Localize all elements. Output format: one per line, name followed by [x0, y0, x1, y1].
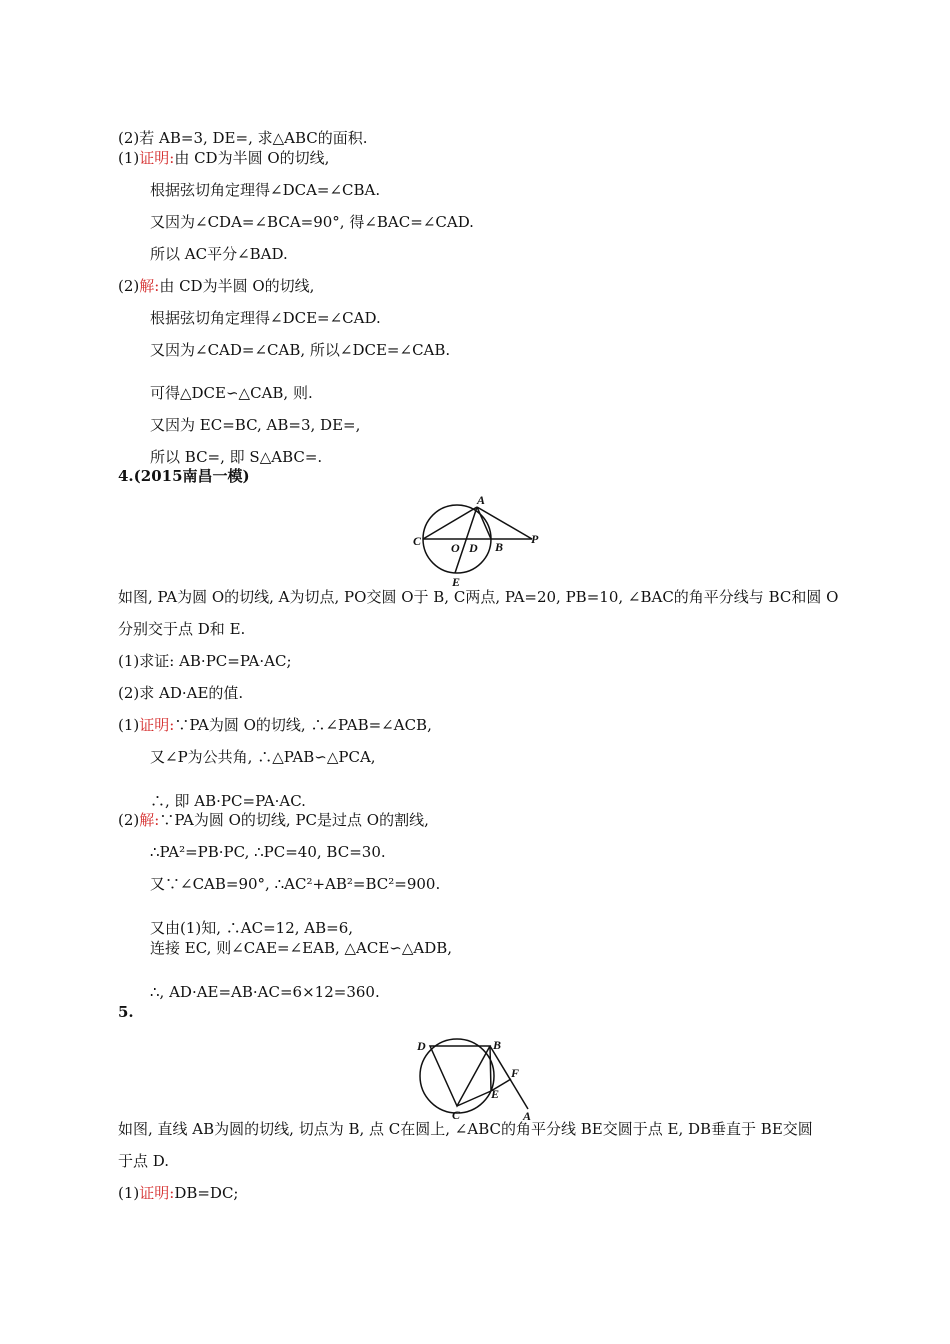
- proof-line: [118, 715, 432, 735]
- problem-5-heading: 5.: [118, 1003, 134, 1021]
- proof-label: 证明:: [139, 149, 175, 167]
- part-number: (2): [118, 277, 140, 295]
- text-line: 又因为 EC=BC, AB=3, DE=,: [150, 416, 361, 434]
- text-line: ∴, AD·AE=AB·AC=6×12=360.: [150, 983, 380, 1001]
- solution-text: ∵PA为圆 O的切线, PC是过点 O的割线,: [159, 811, 429, 829]
- text-line: 连接 EC, 则∠CAE=∠EAB, △ACE∽△ADB,: [150, 939, 453, 957]
- text-line: 又由(1)知, ∴AC=12, AB=6,: [150, 919, 354, 937]
- text-line: (2)求 AD·AE的值.: [118, 684, 244, 702]
- point-label-e: E: [452, 575, 461, 589]
- text-line: 根据弦切角定理得∠DCA=∠CBA.: [150, 181, 381, 199]
- solution-line: [118, 276, 314, 296]
- point-label-d: D: [469, 541, 478, 555]
- point-label-p: P: [531, 532, 539, 546]
- part-number: (1): [118, 716, 140, 734]
- text-line: 又∠P为公共角, ∴△PAB∽△PCA,: [150, 748, 376, 766]
- text-line: ∴PA²=PB·PC, ∴PC=40, BC=30.: [150, 843, 386, 861]
- text-line: 所以 BC=, 即 S△ABC=.: [150, 448, 323, 466]
- point-label-c: C: [452, 1108, 461, 1122]
- point-label-a: A: [523, 1109, 532, 1122]
- text-line: 所以 AC平分∠BAD.: [150, 245, 288, 263]
- point-label-b: B: [493, 1038, 502, 1052]
- part-number: (1): [118, 149, 140, 167]
- problem-4-heading: 4.(2015南昌一模): [118, 467, 250, 485]
- solution-label: 解:: [139, 811, 160, 829]
- solution-text: 由 CD为半圆 O的切线,: [159, 277, 315, 295]
- point-label-d: D: [417, 1039, 426, 1053]
- part-number: (2): [118, 811, 140, 829]
- text-line: 可得△DCE∽△CAB, 则.: [150, 384, 313, 402]
- point-label-b: B: [495, 540, 504, 554]
- figure-circle-bisector: [408, 1030, 543, 1122]
- solution-label: 解:: [139, 277, 160, 295]
- proof-text: ∵PA为圆 O的切线, ∴∠PAB=∠ACB,: [174, 716, 432, 734]
- text-line: (2)若 AB=3, DE=, 求△ABC的面积.: [118, 129, 368, 147]
- point-label-c: C: [413, 534, 422, 548]
- text-line: 分别交于点 D和 E.: [118, 620, 246, 638]
- point-label-f: F: [511, 1066, 520, 1080]
- text-line: 又因为∠CAD=∠CAB, 所以∠DCE=∠CAB.: [150, 341, 451, 359]
- text-line: 如图, PA为圆 O的切线, A为切点, PO交圆 O于 B, C两点, PA=20, PB=10, ∠BAC的角平分线与 BC和圆 O: [118, 588, 839, 606]
- text-line: 又∵∠CAB=90°, ∴AC²+AB²=BC²=900.: [150, 875, 441, 893]
- text-line: ∴, 即 AB·PC=PA·AC.: [150, 792, 306, 810]
- point-label-o: O: [451, 541, 460, 555]
- point-label-e: E: [491, 1087, 500, 1101]
- text-line: (1)求证: AB·PC=PA·AC;: [118, 652, 292, 670]
- proof-line: [118, 148, 329, 168]
- text-line: 如图, 直线 AB为圆的切线, 切点为 B, 点 C在圆上, ∠ABC的角平分线 BE交圆于点 E, DB垂直于 BE交圆: [118, 1120, 813, 1138]
- proof-label: 证明:: [139, 1184, 175, 1202]
- proof-label: 证明:: [139, 716, 175, 734]
- point-label-a: A: [477, 493, 486, 507]
- proof-text: DB=DC;: [174, 1184, 239, 1202]
- proof-line: [118, 1183, 239, 1203]
- text-line: 又因为∠CDA=∠BCA=90°, 得∠BAC=∠CAD.: [150, 213, 474, 231]
- proof-text: 由 CD为半圆 O的切线,: [174, 149, 330, 167]
- figure-circle-tangent: [406, 490, 556, 590]
- part-number: (1): [118, 1184, 140, 1202]
- text-line: 根据弦切角定理得∠DCE=∠CAD.: [150, 309, 381, 327]
- solution-line: [118, 810, 429, 830]
- text-line: 于点 D.: [118, 1152, 170, 1170]
